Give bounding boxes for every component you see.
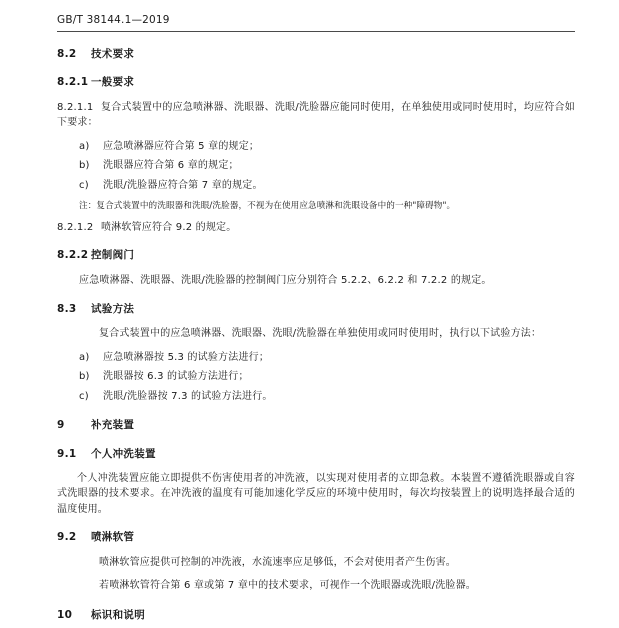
paragraph-8-2-1-1-text: 复合式装置中的应急喷淋器、洗眼器、洗眼/洗脸器应能同时使用，在单独使用或同时使用时，均应符合如下要求： — [57, 101, 575, 129]
paragraph-9-2-body-2: 若喷淋软管符合第 6 章或第 7 章中的技术要求，可视作一个洗眼器或洗眼/洗脸器。 — [99, 580, 477, 592]
heading-8-2 — [57, 46, 575, 62]
list-item-text: 洗眼/洗脸器应符合第 7 章的规定。 — [103, 179, 263, 191]
document-body — [57, 46, 575, 623]
heading-9-1-title: 个人冲洗装置 — [91, 447, 156, 460]
paragraph-9-1-body: 个人冲洗装置应能立即提供不伤害使用者的冲洗液，以实现对使用者的立即急救。本装置不遵循洗眼器或自容式洗眼器的技术要求。在冲洗液的温度有可能加速化学反应的环境中使用时，每次均按装置上的说明选择最合适的温度使用。 — [57, 472, 575, 515]
paragraph-8-2-1-2-text: 喷淋软管应符合 9.2 的规定。 — [101, 221, 237, 233]
list-item-text: 洗眼/洗脸器按 7.3 的试验方法进行。 — [103, 390, 273, 402]
paragraph-9-2-body-1: 喷淋软管应提供可控制的冲洗液，水流速率应足够低，不会对使用者产生伤害。 — [99, 556, 456, 568]
list-item-label: a) — [79, 351, 90, 363]
list-item-label: b) — [79, 160, 90, 172]
heading-8-2-1-number: 8.2.1 — [57, 76, 89, 89]
list-item — [57, 350, 575, 366]
paragraph-8-2-1-2-number: 8.2.1.2 — [57, 221, 94, 233]
heading-8-3-number: 8.3 — [57, 303, 77, 316]
list-item-label: a) — [79, 140, 90, 152]
list-requirements — [57, 139, 575, 194]
list-item-label: c) — [79, 390, 89, 402]
heading-8-2-2-title: 控制阀门 — [91, 249, 135, 262]
heading-9-2 — [57, 529, 575, 545]
page-header: GB/T 38144.1—2019 — [57, 14, 170, 26]
heading-9-number: 9 — [57, 419, 65, 432]
paragraph-8-2-1-1-number: 8.2.1.1 — [57, 101, 94, 113]
heading-8-2-1 — [57, 74, 575, 90]
list-item-text: 洗眼器按 6.3 的试验方法进行； — [103, 371, 249, 383]
heading-8-3 — [57, 301, 575, 317]
heading-10 — [57, 607, 575, 623]
list-item — [57, 389, 575, 405]
list-item-text: 应急喷淋器应符合第 5 章的规定； — [103, 140, 260, 152]
list-item-text: 洗眼器应符合第 6 章的规定； — [103, 160, 239, 172]
heading-9-1-number: 9.1 — [57, 447, 77, 460]
heading-9-2-number: 9.2 — [57, 531, 77, 544]
heading-8-2-number: 8.2 — [57, 48, 77, 60]
heading-9 — [57, 417, 575, 433]
heading-10-title: 标识和说明 — [91, 608, 145, 621]
heading-9-2-title: 喷淋软管 — [91, 531, 135, 544]
list-test-methods — [57, 350, 575, 405]
heading-9-1 — [57, 446, 575, 462]
note-block: 注：复合式装置中的洗眼器和洗眼/洗脸器，不视为在使用应急喷淋和洗眼设备中的一种"障碍物"。 — [79, 201, 456, 212]
list-item-text: 应急喷淋器按 5.3 的试验方法进行； — [103, 351, 270, 363]
list-item-label: b) — [79, 371, 90, 383]
paragraph-8-3-body: 复合式装置中的应急喷淋器、洗眼器、洗眼/洗脸器在单独使用或同时使用时，执行以下试验方法： — [99, 328, 542, 340]
header-divider — [57, 31, 575, 32]
paragraph-8-2-1-2 — [57, 220, 575, 236]
list-item — [57, 139, 575, 155]
list-item — [57, 178, 575, 194]
heading-8-2-2 — [57, 247, 575, 263]
heading-8-3-title: 试验方法 — [91, 303, 135, 316]
heading-8-2-title: 技术要求 — [91, 48, 135, 60]
heading-8-2-1-title: 一般要求 — [91, 76, 135, 89]
list-item — [57, 369, 575, 385]
paragraph-8-2-2-body: 应急喷淋器、洗眼器、洗眼/洗脸器的控制阀门应分别符合 5.2.2、6.2.2 和 7.2.2 的规定。 — [79, 274, 492, 286]
heading-9-title: 补充装置 — [91, 419, 135, 432]
paragraph-8-2-1-1 — [57, 100, 575, 131]
heading-10-number: 10 — [57, 608, 73, 621]
heading-8-2-2-number: 8.2.2 — [57, 249, 89, 262]
list-item-label: c) — [79, 179, 89, 191]
list-item — [57, 158, 575, 174]
